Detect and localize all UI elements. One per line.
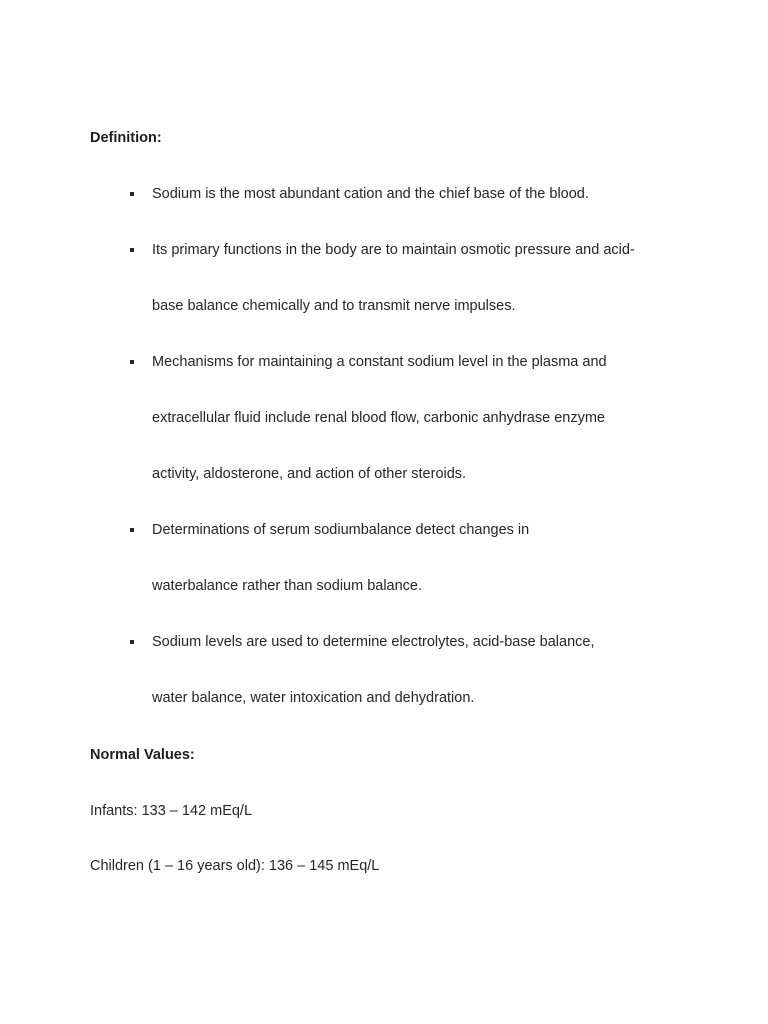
bullet-marker [130,528,134,532]
normal-values-heading: Normal Values: [90,747,195,763]
definition-bullet-5-line-1: Sodium levels are used to determine electrolytes, acid-base balance, [152,634,595,650]
normal-value-children: Children (1 – 16 years old): 136 – 145 mEq/L [90,858,380,874]
definition-bullet-5-line-2: water balance, water intoxication and dehydration. [152,690,475,706]
bullet-marker [130,640,134,644]
normal-value-infants: Infants: 133 – 142 mEq/L [90,803,253,819]
definition-heading: Definition: [90,130,162,146]
bullet-marker [130,192,134,196]
definition-bullet-3-line-2: extracellular fluid include renal blood flow, carbonic anhydrase enzyme [152,410,605,426]
definition-bullet-2-line-1: Its primary functions in the body are to maintain osmotic pressure and acid- [152,242,635,258]
bullet-marker [130,248,134,252]
definition-bullet-2-line-2: base balance chemically and to transmit nerve impulses. [152,298,516,314]
definition-bullet-3-line-1: Mechanisms for maintaining a constant sodium level in the plasma and [152,354,607,370]
definition-bullet-4-line-2: waterbalance rather than sodium balance. [152,578,423,594]
definition-bullet-4-line-1: Determinations of serum sodiumbalance detect changes in [152,522,530,538]
definition-bullet-1-line-1: Sodium is the most abundant cation and the chief base of the blood. [152,186,589,202]
definition-bullet-3-line-3: activity, aldosterone, and action of other steroids. [152,466,467,482]
bullet-marker [130,360,134,364]
